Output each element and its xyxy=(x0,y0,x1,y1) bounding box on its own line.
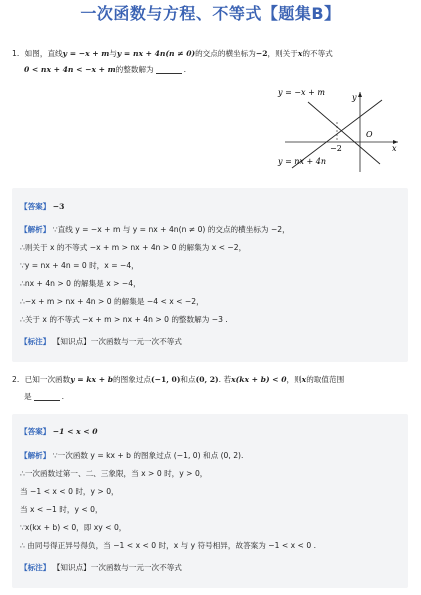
analysis-line: ∴关于 x 的不等式 −x + m > nx + 4n > 0 的整数解为 −3 . xyxy=(20,315,228,324)
equation: y = kx + b xyxy=(70,375,114,384)
question-text: 和点 xyxy=(180,375,196,384)
question-number: 2. xyxy=(12,375,20,384)
question-text: 的图象过点 xyxy=(113,375,152,384)
equation: y = −x + m xyxy=(62,49,110,58)
question-text: . xyxy=(183,65,187,74)
note-tag: 【标注】 xyxy=(20,337,51,346)
origin-label: O xyxy=(366,130,373,139)
analysis-tag: 【解析】 xyxy=(20,225,51,234)
answer-blank[interactable] xyxy=(34,393,60,401)
analysis-line: ∴则关于 x 的不等式 −x + m > nx + 4n > 0 的解集为 x < −2， xyxy=(20,243,247,252)
variable: x xyxy=(297,49,303,58)
question-text: 的整数解为 xyxy=(115,65,154,74)
question-text: 是 xyxy=(24,392,32,401)
answer-blank[interactable] xyxy=(156,66,182,74)
point: (−1, 0) xyxy=(151,375,181,384)
question-text: . 若 xyxy=(218,375,232,384)
answer-tag: 【答案】 xyxy=(20,427,51,436)
equation: y = nx + 4n(n ≠ 0) xyxy=(116,49,196,58)
question-2 xyxy=(12,376,412,406)
question-text: 的交点的横坐标为 xyxy=(195,49,256,58)
function-graph xyxy=(270,84,410,174)
analysis-line: 当 −1 < x < 0 时，y > 0， xyxy=(20,487,119,496)
page-title: 一次函数与方程、不等式【题集B】 xyxy=(80,4,341,23)
note-tag: 【标注】 xyxy=(20,563,51,572)
inequality: 0 < nx + 4n < −x + m xyxy=(24,65,116,74)
analysis-line: ∴nx + 4n > 0 的解集是 x > −4， xyxy=(20,279,141,288)
question-text: ，则关于 xyxy=(267,49,298,58)
analysis-line: ∵一次函数 y = kx + b 的图象过点 (−1, 0) 和点 (0, 2). xyxy=(52,451,244,460)
graph-label-top: y = −x + m xyxy=(278,88,325,97)
answer-box-1 xyxy=(12,188,408,362)
question-text: . xyxy=(61,392,65,401)
question-text: 的取值范围 xyxy=(306,375,345,384)
analysis-line: ∵y = nx + 4n = 0 时，x = −4， xyxy=(20,261,139,270)
analysis-line: 当 x < −1 时，y < 0， xyxy=(20,505,103,514)
analysis-line: ∵x(kx + b) < 0，即 xy < 0， xyxy=(20,523,127,532)
analysis-line: ∴一次函数过第一、二、三象限，当 x > 0 时，y > 0， xyxy=(20,469,208,478)
analysis-line: ∴ 由同号得正异号得负，当 −1 < x < 0 时，x 与 y 符号相异，故答案为 −1 < x < 0 . xyxy=(20,541,316,550)
answer-tag: 【答案】 xyxy=(20,202,51,211)
note-text: 【知识点】一次函数与一元一次不等式 xyxy=(52,563,182,572)
question-text: 如图，直线 xyxy=(24,49,63,58)
y-axis-label: y xyxy=(352,93,357,102)
analysis-line: ∵直线 y = −x + m 与 y = nx + 4n(n ≠ 0) 的交点的横坐标为 −2， xyxy=(52,225,290,234)
note-text: 【知识点】一次函数与一元一次不等式 xyxy=(52,337,182,346)
value: −2 xyxy=(255,49,268,58)
analysis-tag: 【解析】 xyxy=(20,451,51,460)
graph-label-bottom: y = nx + 4n xyxy=(278,157,327,166)
point: (0, 2) xyxy=(195,375,219,384)
answer-value: −1 < x < 0 xyxy=(52,427,98,436)
tick-label: −2 xyxy=(330,144,342,153)
question-text: 已知一次函数 xyxy=(24,375,71,384)
question-1 xyxy=(12,50,412,80)
question-text: 的不等式 xyxy=(302,49,333,58)
variable: x xyxy=(301,375,307,384)
answer-value: −3 xyxy=(52,202,65,211)
question-number: 1. xyxy=(12,49,20,58)
x-axis-label: x xyxy=(392,144,397,153)
condition: x(kx + b) < 0 xyxy=(231,375,287,384)
analysis-line: ∴−x + m > nx + 4n > 0 的解集是 −4 < x < −2， xyxy=(20,297,204,306)
question-text: ，则 xyxy=(286,375,302,384)
answer-box-2 xyxy=(12,414,408,588)
question-text: 与 xyxy=(109,49,117,58)
